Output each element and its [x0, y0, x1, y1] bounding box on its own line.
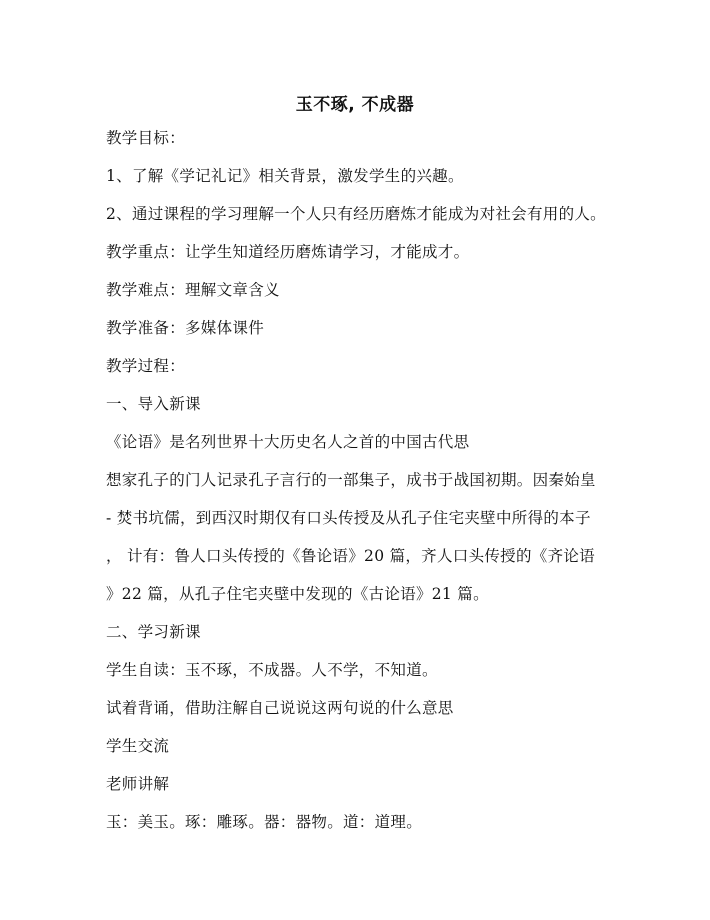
key-points-line: 教学重点：让学生知道经历磨炼请学习，才能成才。 [106, 243, 470, 261]
paragraph-line: 》22 篇，从孔子住宅夹壁中发现的《古论语》21 篇。 [106, 585, 489, 603]
objective-item-1: 1、了解《学记礼记》相关背景，激发学生的兴趣。 [106, 167, 464, 185]
recite-line: 试着背诵，借助注解自己说说这两句说的什么意思 [106, 699, 454, 717]
section-heading-process: 教学过程： [106, 357, 186, 375]
teacher-explain-line: 老师讲解 [106, 775, 170, 793]
section-heading-objectives: 教学目标： [106, 129, 186, 147]
glossary-line: 玉：美玉。琢：雕琢。器：器物。道：道理。 [106, 813, 423, 831]
step-heading-introduction: 一、导入新课 [106, 395, 201, 413]
difficult-points-line: 教学难点：理解文章含义 [106, 281, 280, 299]
objective-item-2: 2、通过课程的学习理解一个人只有经历磨炼才能成为对社会有用的人。 [106, 205, 606, 223]
student-exchange-line: 学生交流 [106, 737, 170, 755]
step-heading-new-lesson: 二、学习新课 [106, 623, 201, 641]
preparation-line: 教学准备：多媒体课件 [106, 319, 265, 337]
self-reading-line: 学生自读：玉不琢，不成器。人不学，不知道。 [106, 661, 438, 679]
document-title: 玉不琢, 不成器 [295, 95, 415, 115]
paragraph-line: - 焚书坑儒，到西汉时期仅有口头传授及从孔子住宅夹壁中所得的本子 [106, 509, 591, 527]
paragraph-line: 《论语》是名列世界十大历史名人之首的中国古代思 [106, 433, 470, 451]
paragraph-line: 想家孔子的门人记录孔子言行的一部集子，成书于战国初期。因秦始皇 [106, 471, 596, 489]
paragraph-line: ， 计有：鲁人口头传授的《鲁论语》20 篇，齐人口头传授的《齐论语 [106, 547, 595, 565]
